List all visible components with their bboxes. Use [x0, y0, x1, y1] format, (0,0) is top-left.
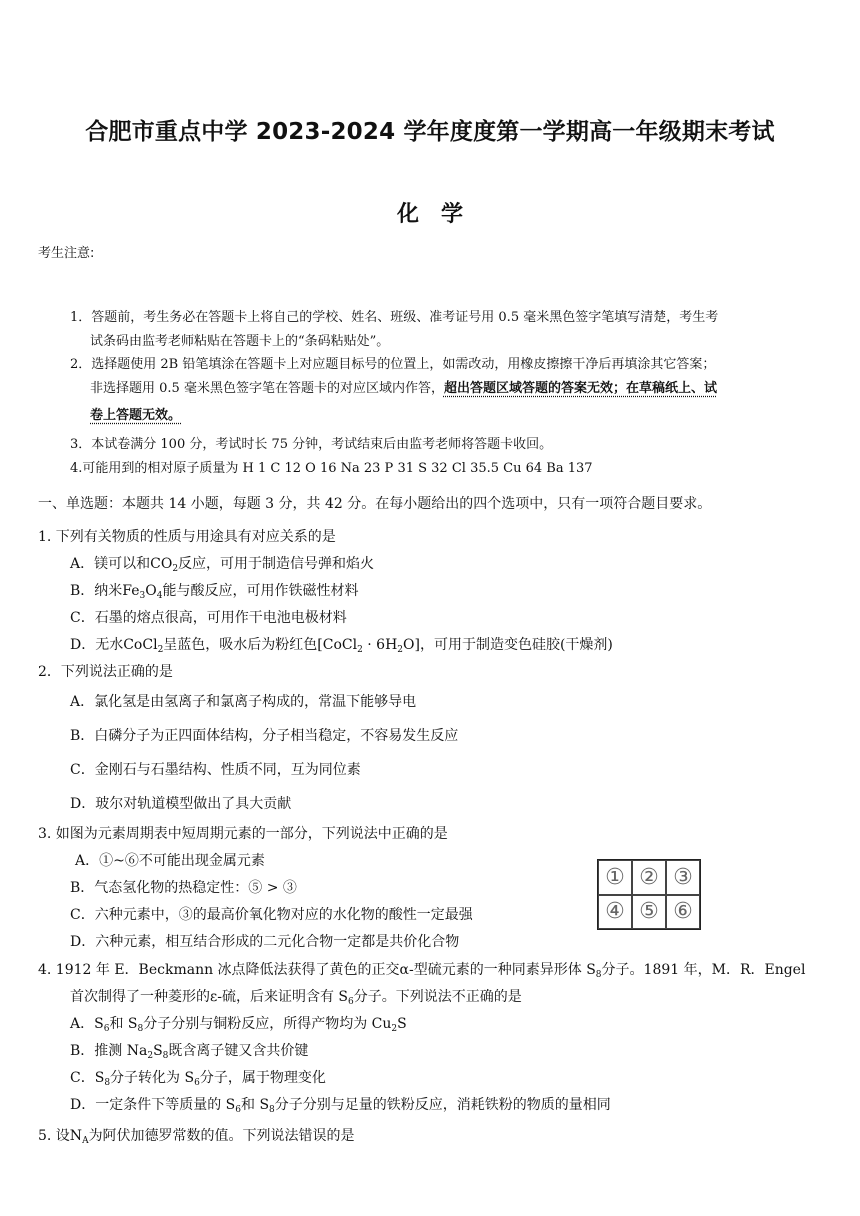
notice-4: 4.可能用到的相对原子质量为 H 1 C 12 O 16 Na 23 P 31 S 32 Cl 35.5 Cu 64 Ba 137: [70, 461, 593, 476]
notice-2-cont2: 卷上答题无效。: [90, 408, 182, 423]
notice-3: 3．本试卷满分 100 分，考试时长 75 分钟，考试结束后由监考老师将答题卡收回。: [70, 437, 553, 452]
element-cell-3: ③: [666, 860, 700, 895]
question-4-stem: 4. 1912 年 E．Beckmann 冰点降低法获得了黄色的正交α-型硫元素的一种同素异形体 $S_8$分子。1891 年，M．R．Engel: [38, 962, 806, 980]
element-cell-6: ⑥: [666, 895, 700, 930]
question-4-option-c: C．$S_8$分子转化为 $S_6$分子，属于物理变化: [70, 1070, 326, 1088]
question-2-option-a: A．氯化氢是由氢离子和氯离子构成的，常温下能够导电: [70, 694, 417, 710]
question-1-option-a: A．镁可以和$CO_2$反应，可用于制造信号弹和焰火: [70, 556, 375, 574]
question-1-stem: 1. 下列有关物质的性质与用途具有对应关系的是: [38, 529, 336, 545]
question-4-stem-cont: 首次制得了一种菱形的ε-硫，后来证明含有 $S_6$分子。下列说法不正确的是: [70, 989, 522, 1007]
section-heading: 一、单选题：本题共 14 小题，每题 3 分，共 42 分。在每小题给出的四个选项中，只有一项符合题目要求。: [38, 496, 712, 512]
question-1-option-b: B．纳米$Fe_3O_4$能与酸反应，可用作铁磁性材料: [70, 583, 359, 601]
notice-2-cont: 非选择题用 0.5 毫米黑色签字笔在答题卡的对应区域内作答，超出答题区域答题的答案无效；在草稿纸上、试: [90, 381, 717, 396]
question-4-option-b: B．推测 $Na_2S_8$既含离子键又含共价键: [70, 1043, 309, 1061]
question-4-option-a: A．$S_6$和 $S_8$分子分别与铜粉反应，所得产物均为 $Cu_2S$: [70, 1016, 407, 1034]
notice-label: 考生注意:: [38, 246, 95, 261]
exam-title: 合肥市重点中学 2023-2024 学年度度第一学期高一年级期末考试: [85, 119, 775, 145]
notice-2: 2．选择题使用 2B 铅笔填涂在答题卡上对应题目标号的位置上，如需改动，用橡皮擦擦干净后再填涂其它答案；: [70, 357, 716, 372]
question-3-option-c: C．六种元素中，③的最高价氧化物对应的水化物的酸性一定最强: [70, 907, 473, 923]
periodic-table-fragment: [597, 859, 701, 930]
question-1-option-c: C．石墨的熔点很高，可用作干电池电极材料: [70, 610, 347, 626]
question-3-option-d: D．六种元素，相互结合形成的二元化合物一定都是共价化合物: [70, 934, 460, 950]
question-1-option-d: D．无水CoCl$_2$呈蓝色，吸水后为粉红色[CoCl$_2$ · $6H_2O$]，可用于制造变色硅胶(干燥剂): [70, 637, 613, 655]
question-3-option-a: A．①~⑥不可能出现金属元素: [75, 853, 265, 869]
question-3-stem: 3. 如图为元素周期表中短周期元素的一部分，下列说法中正确的是: [38, 826, 448, 842]
element-cell-2: ②: [632, 860, 666, 895]
question-2-stem: 2．下列说法正确的是: [38, 664, 173, 680]
element-cell-1: ①: [598, 860, 632, 895]
question-2-option-d: D．玻尔对轨道模型做出了具大贡献: [70, 796, 292, 812]
notice-1: 1．答题前，考生务必在答题卡上将自己的学校、姓名、班级、准考证号用 0.5 毫米黑色签字笔填写清楚，考生考: [70, 310, 719, 325]
question-4-option-d: D．一定条件下等质量的 $S_6$和 $S_8$分子分别与足量的铁粉反应，消耗铁粉的物质的量相同: [70, 1097, 611, 1115]
question-5-stem: 5. 设$N_A$为阿伏加德罗常数的值。下列说法错误的是: [38, 1128, 355, 1146]
notice-1-cont: 试条码由监考老师粘贴在答题卡上的“条码粘贴处”。: [90, 334, 390, 349]
question-2-option-b: B．白磷分子为正四面体结构，分子相当稳定，不容易发生反应: [70, 728, 459, 744]
element-cell-4: ④: [598, 895, 632, 930]
element-cell-5: ⑤: [632, 895, 666, 930]
question-3-option-b: B．气态氢化物的热稳定性：⑤ > ③: [70, 880, 297, 896]
question-2-option-c: C．金刚石与石墨结构、性质不同，互为同位素: [70, 762, 361, 778]
subject-heading: 化学: [396, 202, 485, 227]
